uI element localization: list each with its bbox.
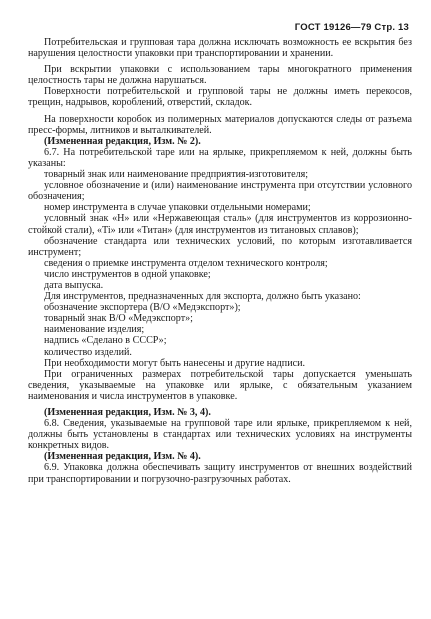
amendment-note: (Измененная редакция, Изм. № 4). xyxy=(44,451,201,463)
list-item: обозначение экспортера (В/О «Медэкспорт»); xyxy=(44,302,241,314)
paragraph: При ограниченных размерах потребительской тары допускается уменьшать сведения, указываемые на упаковке или ярлыке, с обязательным указанием наименования и числа инструментов в упаковке. xyxy=(28,368,412,402)
amendment-note: (Измененная редакция, Изм. № 3, 4). xyxy=(44,407,211,418)
list-item: номер инструмента в случае упаковки отдельными номерами; xyxy=(44,202,311,214)
paragraph: Для инструментов, предназначенных для экспорта, должно быть указано: xyxy=(44,291,361,303)
amendment-note: (Измененная редакция, Изм. № 2). xyxy=(44,135,201,147)
list-item: надпись «Сделано в СССР»; xyxy=(44,335,167,347)
section-6-7: 6.7. На потребительской таре или на ярлыке, прикрепляемом к ней, должны быть указаны: xyxy=(28,146,412,169)
document-body xyxy=(28,37,412,485)
list-item: число инструментов в одной упаковке; xyxy=(44,268,211,280)
paragraph: Потребительская и групповая тара должна исключать возможность ее вскрытия без нарушения целостности упаковки при транспортировании и хранении. xyxy=(28,37,412,60)
page-header: ГОСТ 19126—79 Стр. 13 xyxy=(294,22,409,33)
list-item: наименование изделия; xyxy=(44,324,145,336)
paragraph: Поверхности потребительской и групповой тары не должны иметь перекосов, трещин, надрывов, короблений, отверстий, складок. xyxy=(28,86,412,109)
section-6-8: 6.8. Сведения, указываемые на групповой таре или ярлыке, прикрепляемом к ней, должны быть установлены в стандартах или технических условиях на инструменты конкретных видов. xyxy=(28,418,412,452)
paragraph: На поверхности коробок из полимерных материалов допускаются следы от разъема пресс-формы, литников и выталкивателей. xyxy=(28,113,412,136)
section-6-9: 6.9. Упаковка должна обеспечивать защиту инструментов от внешних воздействий при транспортировании и погрузочно-разгрузочных работах. xyxy=(28,462,412,485)
list-item: дата выпуска. xyxy=(44,279,104,291)
paragraph: При вскрытии упаковки с использованием тары многократного применения целостность тары не должна нарушаться. xyxy=(28,64,412,87)
list-item: сведения о приемке инструмента отделом технического контроля; xyxy=(44,257,328,269)
paragraph: При необходимости могут быть нанесены и другие надписи. xyxy=(44,357,306,369)
list-item: условное обозначение и (или) наименование инструмента при отсутствии условного обозначения; xyxy=(28,180,412,203)
list-item: условный знак «Н» или «Нержавеющая сталь» (для инструментов из коррозионно-стойкой стали), «Ti» или «Титан» (для инструментов из титановых сплавов); xyxy=(28,213,412,236)
list-item: товарный знак или наименование предприятия-изготовителя; xyxy=(44,169,309,181)
list-item: обозначение стандарта или технических условий, по которым изготавливается инструмент; xyxy=(28,235,412,258)
list-item: товарный знак В/О «Медэкспорт»; xyxy=(44,313,193,325)
list-item: количество изделий. xyxy=(44,346,132,358)
